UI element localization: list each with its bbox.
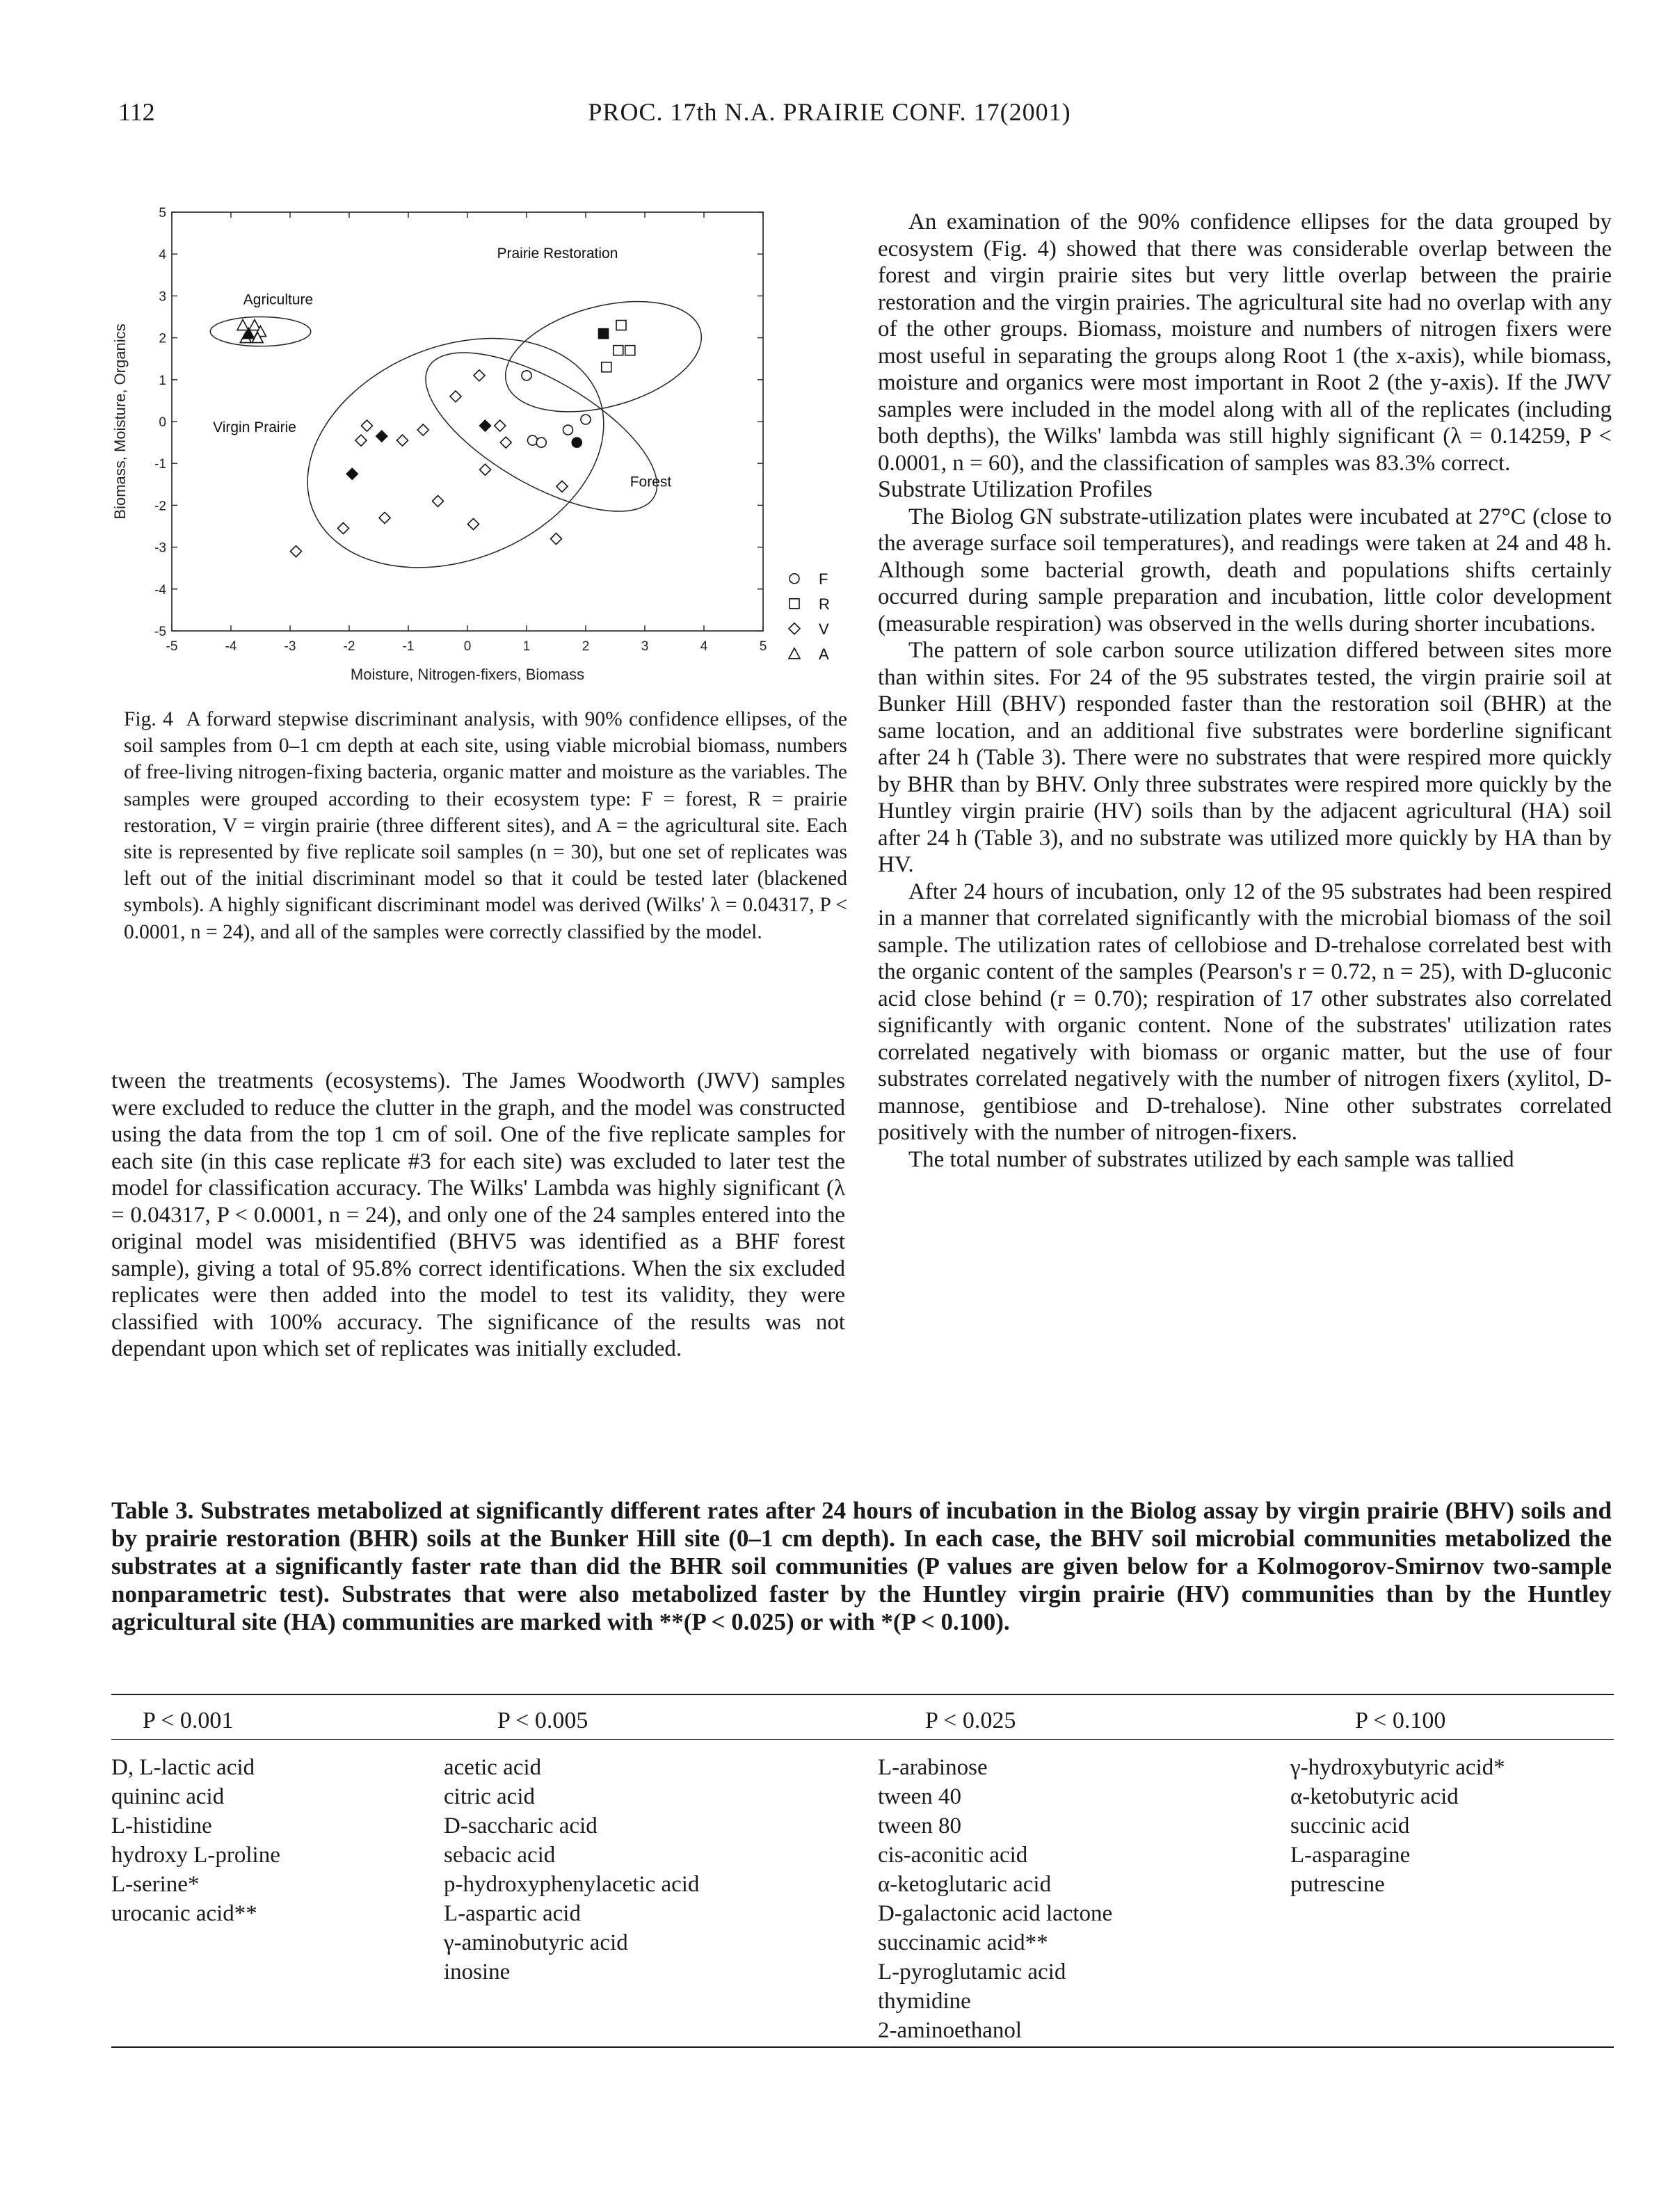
diamond-point [495,420,506,431]
table-column-4 [1290,1753,1505,1899]
right-paragraph-4: After 24 hours of incubation, only 12 of the 95 substrates had been respired in a manner that correlated significantly with the microbial biomass of the soil sample. The utilization rates of cellobiose and D-trehalose correlated best with the organic content of the samples (Pearson's r = 0.72, n = 25), with D-gluconic acid close behind (r = 0.70); respiration of 17 other substrates also correlated significantly with organic content. None of the substrates' utilization rates correlated negatively with biomass or organic matter, but the use of four substrates correlated negatively with the number of nitrogen fixers (xylitol, D-mannose, gentibiose and D-trehalose). Nine other substrates correlated positively with the number of nitrogen-fixers. [878,879,1612,1145]
circle-point [528,435,538,445]
table-cell: p-hydroxyphenylacetic acid [444,1872,700,1897]
table-top-rule [111,1694,1614,1695]
diamond-point [551,534,562,545]
x-tick-label: -2 [343,639,355,654]
figure-caption-label: Fig. 4 [124,708,173,730]
diamond-point [433,495,444,506]
y-tick-label: 4 [159,248,166,263]
diamond-point [468,518,479,529]
diamond-point [362,420,373,431]
table-cell: L-serine* [111,1872,200,1897]
diamond-point-excluded [376,431,387,442]
diamond-point [474,370,485,381]
y-tick-label: 3 [159,289,166,305]
table-cell: succinamic acid** [878,1930,1048,1955]
section-heading: Substrate Utilization Profiles [878,476,1153,502]
table-cell: tween 80 [878,1813,962,1838]
diamond-point [450,391,461,402]
table-cell: L-histidine [111,1813,212,1838]
circle-point [563,425,573,435]
x-tick-label: 4 [700,639,708,654]
diamond-point [397,435,408,446]
table-cell: citric acid [444,1784,536,1809]
diamond-point [480,464,491,475]
legend-label: R [819,595,830,613]
y-tick-label: -1 [154,457,166,472]
y-tick-label: -2 [154,499,166,514]
right-column [878,209,1612,1173]
table-bottom-rule [111,2046,1614,2048]
circle-point [522,371,531,380]
table-cell: γ-aminobutyric acid [444,1930,628,1955]
table-cell: tween 40 [878,1784,962,1809]
diamond-point-excluded [346,468,358,479]
table-header-col-3: P < 0.025 [925,1708,1016,1733]
legend-circle-icon [790,574,799,584]
figure-caption-text: A forward stepwise discriminant analysis, with 90% confidence ellipses, of the soil samples from 0–1 cm depth at each site, using viable microbial biomass, numbers of free-living nitrogen-fixing bacteria, organic matter and moisture as the variables. The samples were grouped according to their ecosystem type: F = forest, R = prairie restoration, V = virgin prairie (three different sites), and A = the agricultural site. Each site is represented by five replicate soil samples (n = 30), but one set of replicates was left out of the initial discriminant model so that it could be tested later (blackened symbols). A highly significant discriminant model was derived (Wilks' λ = 0.04317, P < 0.0001, n = 24), and all of the samples were correctly classified by the model. [124,708,848,943]
diamond-point [291,546,302,557]
table-cell: α-ketoglutaric acid [878,1872,1052,1897]
x-axis-label: Moisture, Nitrogen-fixers, Biomass [350,666,585,683]
x-tick-label: -3 [284,639,296,654]
table-cell: L-aspartic acid [444,1901,581,1926]
table-cell: α-ketobutyric acid [1290,1784,1459,1809]
circle-point [536,438,546,447]
legend-diamond-icon [789,623,800,634]
discriminant-scatter-figure [104,202,863,703]
square-point [614,346,623,355]
square-point [616,321,626,330]
legend-triangle-icon [789,648,800,659]
table-cell: sebacic acid [444,1843,556,1868]
square-point [625,346,635,355]
x-tick-label: 1 [522,639,531,654]
y-tick-label: 2 [159,331,166,346]
page-number: 112 [118,98,155,126]
legend-square-icon [790,599,799,609]
table-cell: L-pyroglutamic acid [878,1959,1066,1985]
diamond-point-excluded [480,420,491,431]
table-cell: γ-hydroxybutyric acid* [1290,1755,1505,1780]
table-cell: D, L-lactic acid [111,1755,255,1780]
table-cell: L-arabinose [878,1755,988,1780]
table-cell: inosine [444,1959,511,1985]
table-cell: L-asparagine [1290,1843,1411,1868]
virgin-prairie-ellipse [273,296,639,609]
diamond-point [417,424,428,435]
group-label: Virgin Prairie [213,419,296,436]
x-tick-label: -5 [166,639,178,654]
table-column-2 [444,1753,699,1987]
diamond-point [338,523,349,534]
table-header-col-1: P < 0.001 [143,1708,234,1733]
y-axis-label: Biomass, Moisture, Organics [111,323,129,520]
right-paragraph-5: The total number of substrates utilized by each sample was tallied [908,1146,1514,1172]
y-tick-label: -5 [154,625,166,639]
table-cell: quininc acid [111,1784,225,1809]
group-label: Agriculture [243,291,314,308]
table-cell: D-saccharic acid [444,1813,598,1838]
table-caption: Table 3. Substrates metabolized at significantly different rates after 24 hours of incubation in the Biolog assay by virgin prairie (BHV) soils and by prairie restoration (BHR) soils at the Bunker Hill site (0–1 cm depth). In each case, the BHV soil microbial communities metabolized the substrates at a significantly faster rate than did the BHR soil communities (P values are given below for a Kolmogorov-Smirnov two-sample nonparametric test). Substrates that were also metabolized faster by the Huntley virgin prairie (HV) communities than by the Huntley agricultural site (HA) communities are marked with **(P < 0.025) or with *(P < 0.100). [111,1497,1612,1635]
table-cell: cis-aconitic acid [878,1843,1028,1868]
table-cell: acetic acid [444,1755,542,1780]
table-cell: putrescine [1290,1872,1385,1897]
x-tick-label: 2 [582,639,590,654]
triangle-point [237,320,248,330]
table-header-rule [111,1739,1614,1740]
x-tick-label: 0 [463,639,472,654]
figure-caption [124,706,847,945]
table-column-3 [878,1753,1112,2045]
circle-point [581,415,591,424]
forest-ellipse [403,321,680,542]
table-column-1 [111,1753,280,1928]
square-point [602,362,611,372]
y-tick-label: -4 [154,582,166,598]
left-column [111,1068,845,1363]
square-point-excluded [599,329,609,339]
right-paragraph-3: The pattern of sole carbon source utilization differed between sites more than within sites. For 24 of the 95 substrates tested, the virgin prairie soil at Bunker Hill (BHV) responded faster than the restoration soil (BHR) at the same location, and an additional five substrates were borderline significant after 24 h (Table 3). There were no substrates that were respired more quickly by BHR than by BHV. Only three substrates were respired more quickly by the Huntley virgin prairie (HV) soils than by the adjacent agricultural (HA) soil after 24 h (Table 3), and no substrate was utilized more quickly by HA than by HV. [878,638,1612,877]
group-label: Prairie Restoration [497,246,618,262]
legend-label: V [819,620,829,638]
legend-label: F [819,570,828,588]
x-tick-label: -1 [402,639,415,654]
table-cell: urocanic acid** [111,1901,257,1926]
table-header-col-4: P < 0.100 [1355,1708,1446,1733]
y-tick-label: -3 [154,540,166,556]
x-tick-label: -4 [225,639,237,654]
table-cell: thymidine [878,1989,971,2014]
y-tick-label: 1 [159,373,166,388]
diamond-point [379,512,390,523]
right-paragraph-1: An examination of the 90% confidence ellipses for the data grouped by ecosystem (Fig. 4) showed that there was considerable overlap between the forest and virgin prairie sites but very little overlap between the prairie restoration and the virgin prairies. The agricultural site had no overlap with any of the other groups. Biomass, moisture and numbers of nitrogen fixers were most useful in separating the groups along Root 1 (the x-axis), while biomass, moisture and organics were most important in Root 2 (the y-axis). If the JWV samples were included in the model along with all of the replicates (including both depths), the Wilks' lambda was still highly significant (λ = 0.14259, P < 0.0001, n = 60), and the classification of samples was 83.3% correct. [878,209,1612,476]
x-tick-label: 3 [641,639,649,654]
diamond-point [556,481,568,492]
table-cell: succinic acid [1290,1813,1410,1838]
running-title: PROC. 17th N.A. PRAIRIE CONF. 17(2001) [588,98,1071,126]
table-cell: D-galactonic acid lactone [878,1901,1113,1926]
triangle-point [249,320,260,330]
diamond-point [355,435,367,446]
table-cell: 2-aminoethanol [878,2018,1023,2043]
y-tick-label: 5 [159,206,166,221]
table-header-col-2: P < 0.005 [497,1708,588,1733]
right-paragraph-2: The Biolog GN substrate-utilization plates were incubated at 27°C (close to the average surface soil temperatures), and readings were taken at 24 and 48 h. Although some bacterial growth, death and populations shifts certainly occurred during sample preparation and incubation, little color development (measurable respiration) was observed in the wells during shorter incubations. [878,504,1612,636]
y-tick-label: 0 [159,415,166,430]
x-tick-label: 5 [759,639,767,654]
circle-point-excluded [572,438,582,447]
group-label: Forest [630,474,672,490]
table-cell: hydroxy L-proline [111,1843,280,1868]
left-paragraph-1: tween the treatments (ecosystems). The James Woodworth (JWV) samples were excluded to reduce the clutter in the graph, and the model was constructed using the data from the top 1 cm of soil. One of the five replicate samples for each site (in this case replicate #3 for each site) was excluded to later test the model for classification accuracy. The Wilks' Lambda was highly significant (λ = 0.04317, P < 0.0001, n = 24), and only one of the 24 samples entered into the original model was misidentified (BHV5 was identified as a BHF forest sample), giving a total of 95.8% correct identifications. When the six excluded replicates were then added into the model to test its validity, they were classified with 100% accuracy. The significance of the results was not dependant upon which set of replicates was initially excluded. [111,1068,845,1361]
prairie-restoration-ellipse [493,282,714,431]
diamond-point [500,437,511,448]
legend-label: A [819,645,829,663]
